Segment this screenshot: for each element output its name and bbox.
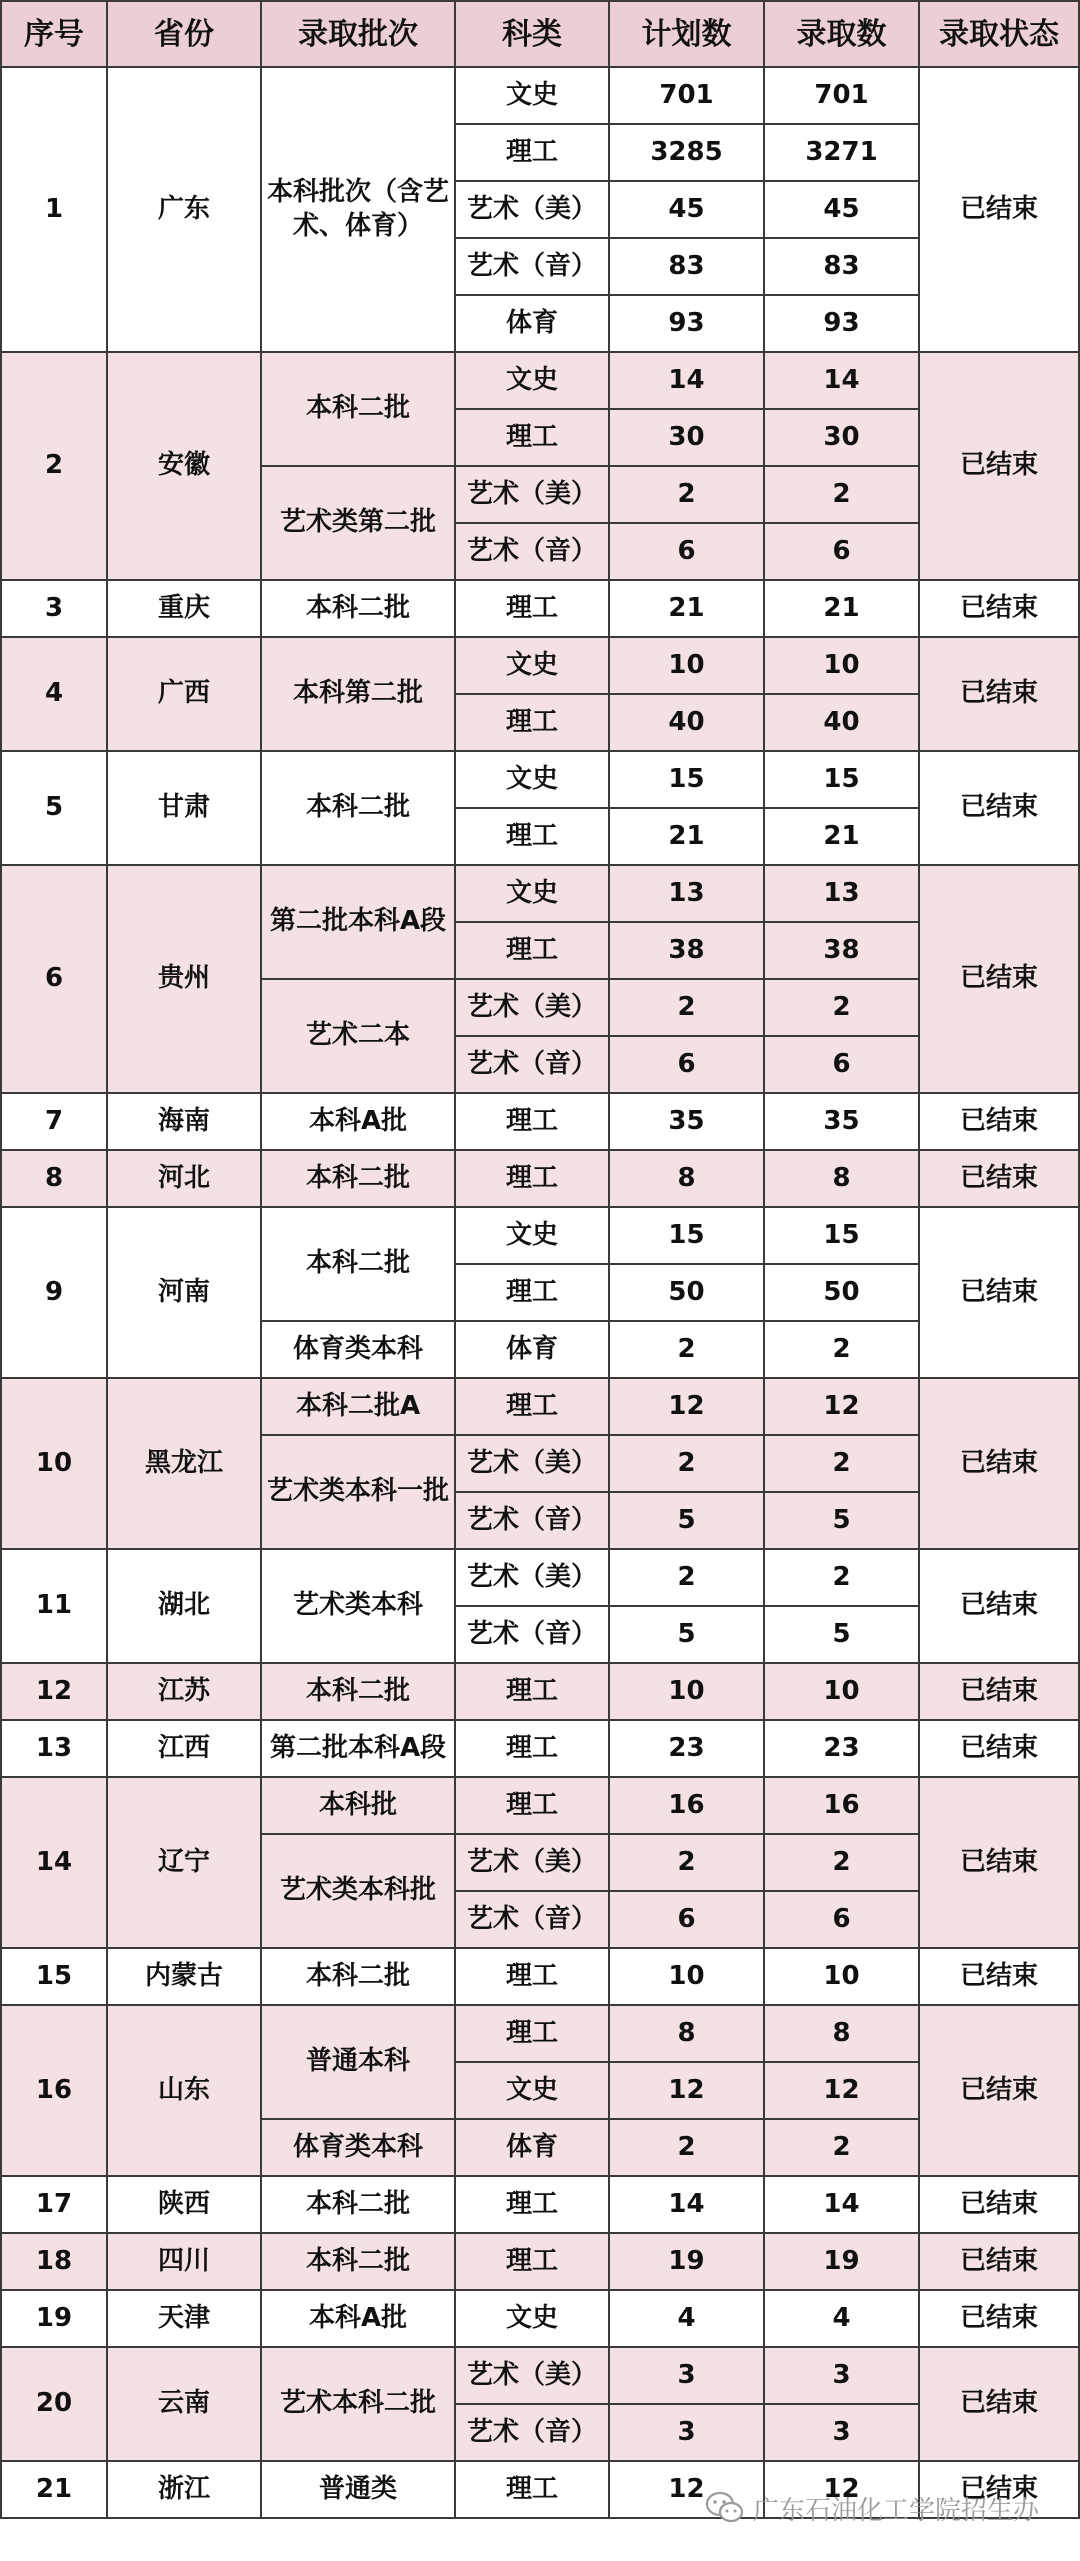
province: 广西 — [107, 637, 261, 751]
batch-name: 艺术类本科 — [261, 1549, 455, 1663]
table-row — [1, 1777, 1079, 1834]
table-row — [1, 1663, 1079, 1720]
table-row — [1, 1378, 1079, 1435]
category: 艺术（音） — [455, 2404, 609, 2461]
admitted-count: 40 — [764, 694, 919, 751]
admitted-count: 8 — [764, 1150, 919, 1207]
admission-status: 已结束 — [919, 1663, 1079, 1720]
admission-status: 已结束 — [919, 1948, 1079, 2005]
admitted-count: 15 — [764, 751, 919, 808]
header-plan: 计划数 — [609, 1, 764, 67]
category: 理工 — [455, 694, 609, 751]
plan-count: 5 — [609, 1606, 764, 1663]
province: 重庆 — [107, 580, 261, 637]
category: 理工 — [455, 1093, 609, 1150]
admitted-count: 2 — [764, 2119, 919, 2176]
category: 体育 — [455, 2119, 609, 2176]
category: 体育 — [455, 1321, 609, 1378]
category: 文史 — [455, 865, 609, 922]
batch-name: 艺术二本 — [261, 979, 455, 1093]
row-number: 9 — [1, 1207, 107, 1378]
province: 甘肃 — [107, 751, 261, 865]
admitted-count: 10 — [764, 637, 919, 694]
admitted-count: 83 — [764, 238, 919, 295]
header-row — [1, 1, 1079, 67]
plan-count: 15 — [609, 751, 764, 808]
category: 文史 — [455, 1207, 609, 1264]
row-number: 12 — [1, 1663, 107, 1720]
category: 理工 — [455, 1948, 609, 2005]
batch-name: 本科批 — [261, 1777, 455, 1834]
category: 艺术（音） — [455, 1036, 609, 1093]
category: 文史 — [455, 637, 609, 694]
admission-status: 已结束 — [919, 352, 1079, 580]
admitted-count: 21 — [764, 808, 919, 865]
admission-status: 已结束 — [919, 67, 1079, 352]
province: 陕西 — [107, 2176, 261, 2233]
batch-name: 普通本科 — [261, 2005, 455, 2119]
watermark — [705, 2488, 1065, 2528]
plan-count: 3 — [609, 2347, 764, 2404]
plan-count: 21 — [609, 580, 764, 637]
province: 江西 — [107, 1720, 261, 1777]
table-row — [1, 2290, 1079, 2347]
plan-count: 23 — [609, 1720, 764, 1777]
table-row — [1, 751, 1079, 808]
table-row — [1, 1093, 1079, 1150]
category: 艺术（音） — [455, 523, 609, 580]
plan-count: 19 — [609, 2233, 764, 2290]
admission-status: 已结束 — [919, 751, 1079, 865]
header-province: 省份 — [107, 1, 261, 67]
province: 海南 — [107, 1093, 261, 1150]
category: 艺术（音） — [455, 238, 609, 295]
admitted-count: 2 — [764, 1549, 919, 1606]
row-number: 5 — [1, 751, 107, 865]
admitted-count: 10 — [764, 1663, 919, 1720]
header-status: 录取状态 — [919, 1, 1079, 67]
table-row — [1, 352, 1079, 409]
plan-count: 30 — [609, 409, 764, 466]
category: 理工 — [455, 1150, 609, 1207]
batch-name: 第二批本科A段 — [261, 1720, 455, 1777]
batch-name: 本科二批 — [261, 2233, 455, 2290]
admission-status: 已结束 — [919, 2176, 1079, 2233]
province: 辽宁 — [107, 1777, 261, 1948]
plan-count: 2 — [609, 1435, 764, 1492]
plan-count: 5 — [609, 1492, 764, 1549]
watermark-text: 广东石油化工学院招生办 — [753, 2495, 1040, 2526]
table-row — [1, 2347, 1079, 2404]
batch-name: 本科二批 — [261, 2176, 455, 2233]
batch-name: 本科二批 — [261, 1663, 455, 1720]
header-category: 科类 — [455, 1, 609, 67]
admitted-count: 50 — [764, 1264, 919, 1321]
province: 河北 — [107, 1150, 261, 1207]
admission-status: 已结束 — [919, 2233, 1079, 2290]
category: 文史 — [455, 67, 609, 124]
plan-count: 38 — [609, 922, 764, 979]
plan-count: 21 — [609, 808, 764, 865]
category: 艺术（美） — [455, 979, 609, 1036]
batch-name: 体育类本科 — [261, 1321, 455, 1378]
plan-count: 4 — [609, 2290, 764, 2347]
admitted-count: 21 — [764, 580, 919, 637]
row-number: 18 — [1, 2233, 107, 2290]
row-number: 16 — [1, 2005, 107, 2176]
province: 河南 — [107, 1207, 261, 1378]
admitted-count: 93 — [764, 295, 919, 352]
table-row — [1, 580, 1079, 637]
plan-count: 16 — [609, 1777, 764, 1834]
admitted-count: 16 — [764, 1777, 919, 1834]
admission-status: 已结束 — [919, 1720, 1079, 1777]
admitted-count: 5 — [764, 1606, 919, 1663]
plan-count: 2 — [609, 979, 764, 1036]
category: 理工 — [455, 580, 609, 637]
admitted-count: 12 — [764, 2062, 919, 2119]
batch-name: 艺术本科二批 — [261, 2347, 455, 2461]
admission-status: 已结束 — [919, 1207, 1079, 1378]
plan-count: 40 — [609, 694, 764, 751]
category: 文史 — [455, 2290, 609, 2347]
table-row — [1, 637, 1079, 694]
plan-count: 45 — [609, 181, 764, 238]
row-number: 7 — [1, 1093, 107, 1150]
plan-count: 15 — [609, 1207, 764, 1264]
province: 广东 — [107, 67, 261, 352]
admission-status: 已结束 — [919, 2461, 1079, 2518]
province: 浙江 — [107, 2461, 261, 2518]
row-number: 21 — [1, 2461, 107, 2518]
wechat-icon — [705, 2491, 745, 2525]
category: 理工 — [455, 1777, 609, 1834]
batch-name: 本科批次（含艺术、体育） — [261, 67, 455, 352]
category: 艺术（音） — [455, 1492, 609, 1549]
admitted-count: 19 — [764, 2233, 919, 2290]
table-row — [1, 1549, 1079, 1606]
plan-count: 6 — [609, 523, 764, 580]
category: 理工 — [455, 2176, 609, 2233]
table-row — [1, 2176, 1079, 2233]
admission-status: 已结束 — [919, 2290, 1079, 2347]
batch-name: 艺术类第二批 — [261, 466, 455, 580]
province: 山东 — [107, 2005, 261, 2176]
category: 理工 — [455, 2461, 609, 2518]
plan-count: 10 — [609, 637, 764, 694]
admitted-count: 3 — [764, 2347, 919, 2404]
row-number: 11 — [1, 1549, 107, 1663]
table-body — [1, 67, 1079, 2518]
plan-count: 35 — [609, 1093, 764, 1150]
plan-count: 50 — [609, 1264, 764, 1321]
table-row — [1, 865, 1079, 922]
admitted-count: 2 — [764, 1435, 919, 1492]
admitted-count: 14 — [764, 352, 919, 409]
batch-name: 本科二批 — [261, 580, 455, 637]
plan-count: 2 — [609, 1834, 764, 1891]
admission-status: 已结束 — [919, 2005, 1079, 2176]
category: 理工 — [455, 2005, 609, 2062]
category: 理工 — [455, 2233, 609, 2290]
batch-name: 本科二批 — [261, 1948, 455, 2005]
category: 艺术（美） — [455, 2347, 609, 2404]
admitted-count: 6 — [764, 1036, 919, 1093]
row-number: 19 — [1, 2290, 107, 2347]
batch-name: 本科A批 — [261, 1093, 455, 1150]
batch-name: 本科二批 — [261, 1207, 455, 1321]
row-number: 2 — [1, 352, 107, 580]
plan-count: 2 — [609, 466, 764, 523]
admitted-count: 6 — [764, 1891, 919, 1948]
admitted-count: 12 — [764, 1378, 919, 1435]
province: 黑龙江 — [107, 1378, 261, 1549]
category: 理工 — [455, 1663, 609, 1720]
plan-count: 10 — [609, 1948, 764, 2005]
row-number: 8 — [1, 1150, 107, 1207]
table-row — [1, 1720, 1079, 1777]
table-row — [1, 1948, 1079, 2005]
province: 云南 — [107, 2347, 261, 2461]
category: 艺术（美） — [455, 181, 609, 238]
province: 安徽 — [107, 352, 261, 580]
plan-count: 2 — [609, 2119, 764, 2176]
admission-status: 已结束 — [919, 1549, 1079, 1663]
category: 理工 — [455, 409, 609, 466]
category: 艺术（美） — [455, 1834, 609, 1891]
category: 艺术（音） — [455, 1606, 609, 1663]
plan-count: 8 — [609, 1150, 764, 1207]
header-batch: 录取批次 — [261, 1, 455, 67]
batch-name: 本科A批 — [261, 2290, 455, 2347]
plan-count: 2 — [609, 1549, 764, 1606]
admitted-count: 6 — [764, 523, 919, 580]
batch-name: 本科二批 — [261, 751, 455, 865]
admission-status: 已结束 — [919, 1150, 1079, 1207]
plan-count: 83 — [609, 238, 764, 295]
header-admitted: 录取数 — [764, 1, 919, 67]
category: 文史 — [455, 2062, 609, 2119]
admission-status: 已结束 — [919, 1378, 1079, 1549]
admitted-count: 5 — [764, 1492, 919, 1549]
category: 理工 — [455, 1378, 609, 1435]
category: 理工 — [455, 922, 609, 979]
admitted-count: 3 — [764, 2404, 919, 2461]
province: 天津 — [107, 2290, 261, 2347]
row-number: 1 — [1, 67, 107, 352]
batch-name: 本科第二批 — [261, 637, 455, 751]
admitted-count: 2 — [764, 1321, 919, 1378]
admitted-count: 35 — [764, 1093, 919, 1150]
admitted-count: 4 — [764, 2290, 919, 2347]
plan-count: 12 — [609, 2461, 764, 2518]
admitted-count: 2 — [764, 1834, 919, 1891]
admitted-count: 3271 — [764, 124, 919, 181]
admitted-count: 45 — [764, 181, 919, 238]
table-row — [1, 1150, 1079, 1207]
category: 体育 — [455, 295, 609, 352]
admitted-count: 10 — [764, 1948, 919, 2005]
category: 文史 — [455, 751, 609, 808]
batch-name: 本科二批 — [261, 352, 455, 466]
category: 艺术（美） — [455, 1435, 609, 1492]
category: 艺术（音） — [455, 1891, 609, 1948]
row-number: 4 — [1, 637, 107, 751]
row-number: 15 — [1, 1948, 107, 2005]
admitted-count: 2 — [764, 979, 919, 1036]
batch-name: 第二批本科A段 — [261, 865, 455, 979]
province: 贵州 — [107, 865, 261, 1093]
plan-count: 10 — [609, 1663, 764, 1720]
row-number: 20 — [1, 2347, 107, 2461]
admitted-count: 23 — [764, 1720, 919, 1777]
admission-status: 已结束 — [919, 1093, 1079, 1150]
batch-name: 本科二批A — [261, 1378, 455, 1435]
plan-count: 93 — [609, 295, 764, 352]
province: 江苏 — [107, 1663, 261, 1720]
plan-count: 6 — [609, 1891, 764, 1948]
plan-count: 14 — [609, 352, 764, 409]
admission-status: 已结束 — [919, 637, 1079, 751]
category: 理工 — [455, 124, 609, 181]
plan-count: 13 — [609, 865, 764, 922]
admission-status: 已结束 — [919, 865, 1079, 1093]
category: 文史 — [455, 352, 609, 409]
category: 理工 — [455, 1264, 609, 1321]
category: 艺术（美） — [455, 466, 609, 523]
category: 理工 — [455, 808, 609, 865]
admitted-count: 12 — [764, 2461, 919, 2518]
row-number: 6 — [1, 865, 107, 1093]
plan-count: 14 — [609, 2176, 764, 2233]
table-row — [1, 2233, 1079, 2290]
row-number: 17 — [1, 2176, 107, 2233]
admitted-count: 701 — [764, 67, 919, 124]
row-number: 3 — [1, 580, 107, 637]
batch-name: 艺术类本科批 — [261, 1834, 455, 1948]
province: 内蒙古 — [107, 1948, 261, 2005]
admitted-count: 13 — [764, 865, 919, 922]
plan-count: 12 — [609, 1378, 764, 1435]
admitted-count: 8 — [764, 2005, 919, 2062]
admitted-count: 38 — [764, 922, 919, 979]
category: 艺术（美） — [455, 1549, 609, 1606]
plan-count: 6 — [609, 1036, 764, 1093]
row-number: 14 — [1, 1777, 107, 1948]
plan-count: 2 — [609, 1321, 764, 1378]
row-number: 10 — [1, 1378, 107, 1549]
admission-status: 已结束 — [919, 580, 1079, 637]
province: 湖北 — [107, 1549, 261, 1663]
admission-status: 已结束 — [919, 1777, 1079, 1948]
batch-name: 普通类 — [261, 2461, 455, 2518]
admitted-count: 15 — [764, 1207, 919, 1264]
admitted-count: 14 — [764, 2176, 919, 2233]
plan-count: 701 — [609, 67, 764, 124]
admitted-count: 30 — [764, 409, 919, 466]
province: 四川 — [107, 2233, 261, 2290]
category: 理工 — [455, 1720, 609, 1777]
batch-name: 艺术类本科一批 — [261, 1435, 455, 1549]
table-row — [1, 67, 1079, 124]
plan-count: 12 — [609, 2062, 764, 2119]
plan-count: 3 — [609, 2404, 764, 2461]
table-row — [1, 1207, 1079, 1264]
batch-name: 本科二批 — [261, 1150, 455, 1207]
plan-count: 3285 — [609, 124, 764, 181]
row-number: 13 — [1, 1720, 107, 1777]
admitted-count: 2 — [764, 466, 919, 523]
plan-count: 8 — [609, 2005, 764, 2062]
table-row — [1, 2005, 1079, 2062]
batch-name: 体育类本科 — [261, 2119, 455, 2176]
admission-status: 已结束 — [919, 2347, 1079, 2461]
header-no: 序号 — [1, 1, 107, 67]
